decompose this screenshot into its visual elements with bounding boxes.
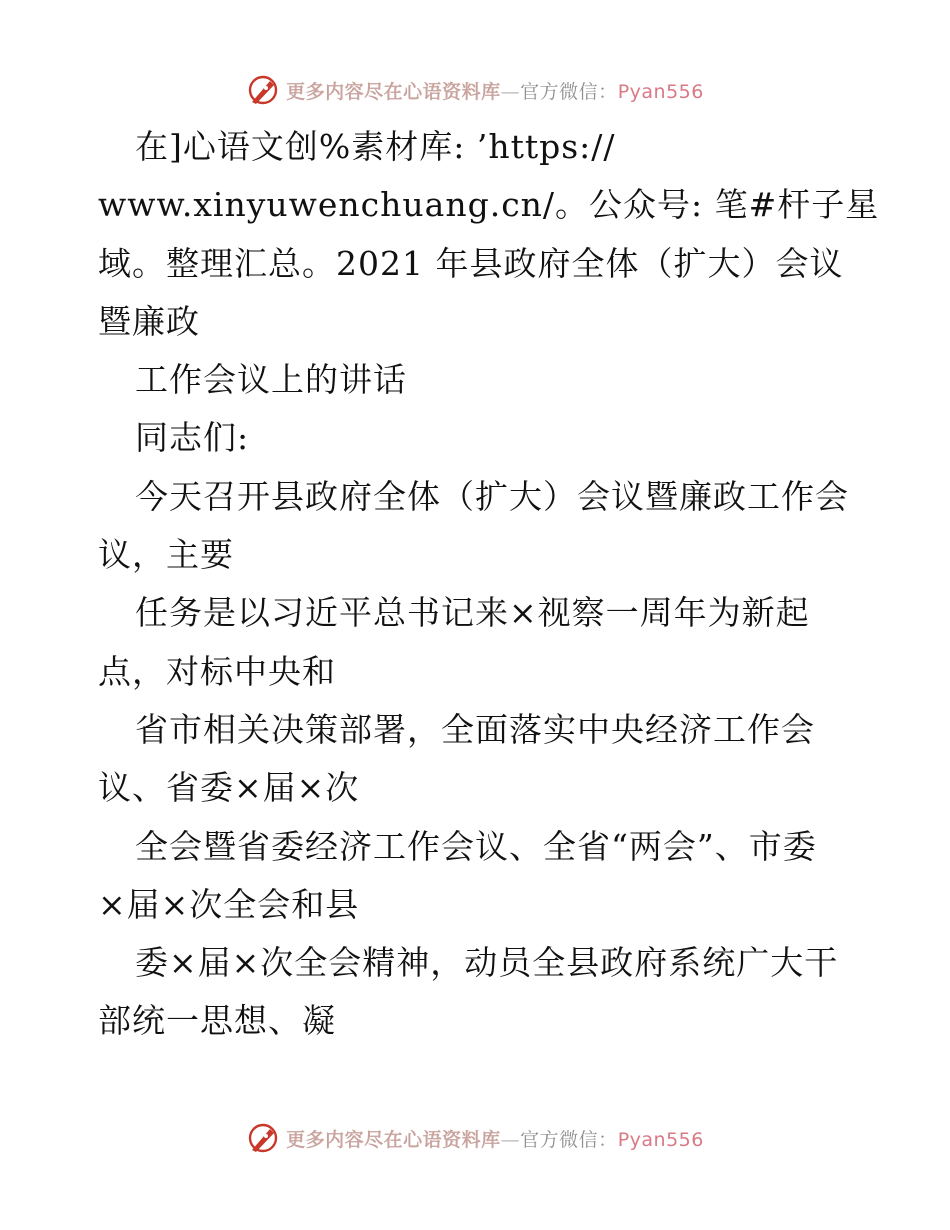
document-line: 工作会议上的讲话 xyxy=(135,360,407,400)
watermark-account: Pyan556 xyxy=(617,80,704,103)
document-line: 议、省委×届×次 xyxy=(98,768,360,808)
document-line: 委×届×次全会精神，动员全县政府系统广大干 xyxy=(135,943,839,983)
pen-nib-logo-icon xyxy=(246,1121,280,1155)
document-line: 全会暨省委经济工作会议、全省“两会”、市委 xyxy=(135,826,817,866)
footer-watermark-banner xyxy=(0,1118,950,1158)
watermark-brand: 更多内容尽在心语资料库 xyxy=(286,1128,501,1151)
document-line: 任务是以习近平总书记来×视察一周年为新起 xyxy=(135,593,810,633)
watermark-dash: — xyxy=(500,1128,521,1151)
document-line: 今天召开县政府全体（扩大）会议暨廉政工作会 xyxy=(135,476,849,516)
document-body xyxy=(98,118,880,1051)
watermark-account: Pyan556 xyxy=(617,1128,704,1151)
document-line: 议，主要 xyxy=(98,535,234,575)
watermark-wechat-label: 官方微信： xyxy=(520,1128,618,1151)
pen-nib-logo-icon xyxy=(246,73,280,107)
document-line: 暨廉政 xyxy=(98,301,200,341)
watermark-dash: — xyxy=(500,80,521,103)
watermark-text xyxy=(286,77,704,104)
watermark-brand: 更多内容尽在心语资料库 xyxy=(286,80,501,103)
document-line: 部统一思想、凝 xyxy=(98,1001,336,1041)
document-line: www.xinyuwenchuang.cn/。公众号: 笔#杆子星 xyxy=(98,185,880,225)
watermark-wechat-label: 官方微信： xyxy=(520,80,618,103)
document-line: 省市相关决策部署，全面落实中央经济工作会 xyxy=(135,709,815,749)
document-line: 域。整理汇总。2021 年县政府全体（扩大）会议 xyxy=(98,243,844,283)
document-line: 同志们: xyxy=(135,418,250,458)
document-line: 在]心语文创%素材库: ’https:// xyxy=(135,127,616,166)
document-line: ×届×次全会和县 xyxy=(98,884,360,924)
document-line: 点，对标中央和 xyxy=(98,651,336,691)
header-watermark-banner xyxy=(0,70,950,110)
watermark-text xyxy=(286,1125,704,1152)
